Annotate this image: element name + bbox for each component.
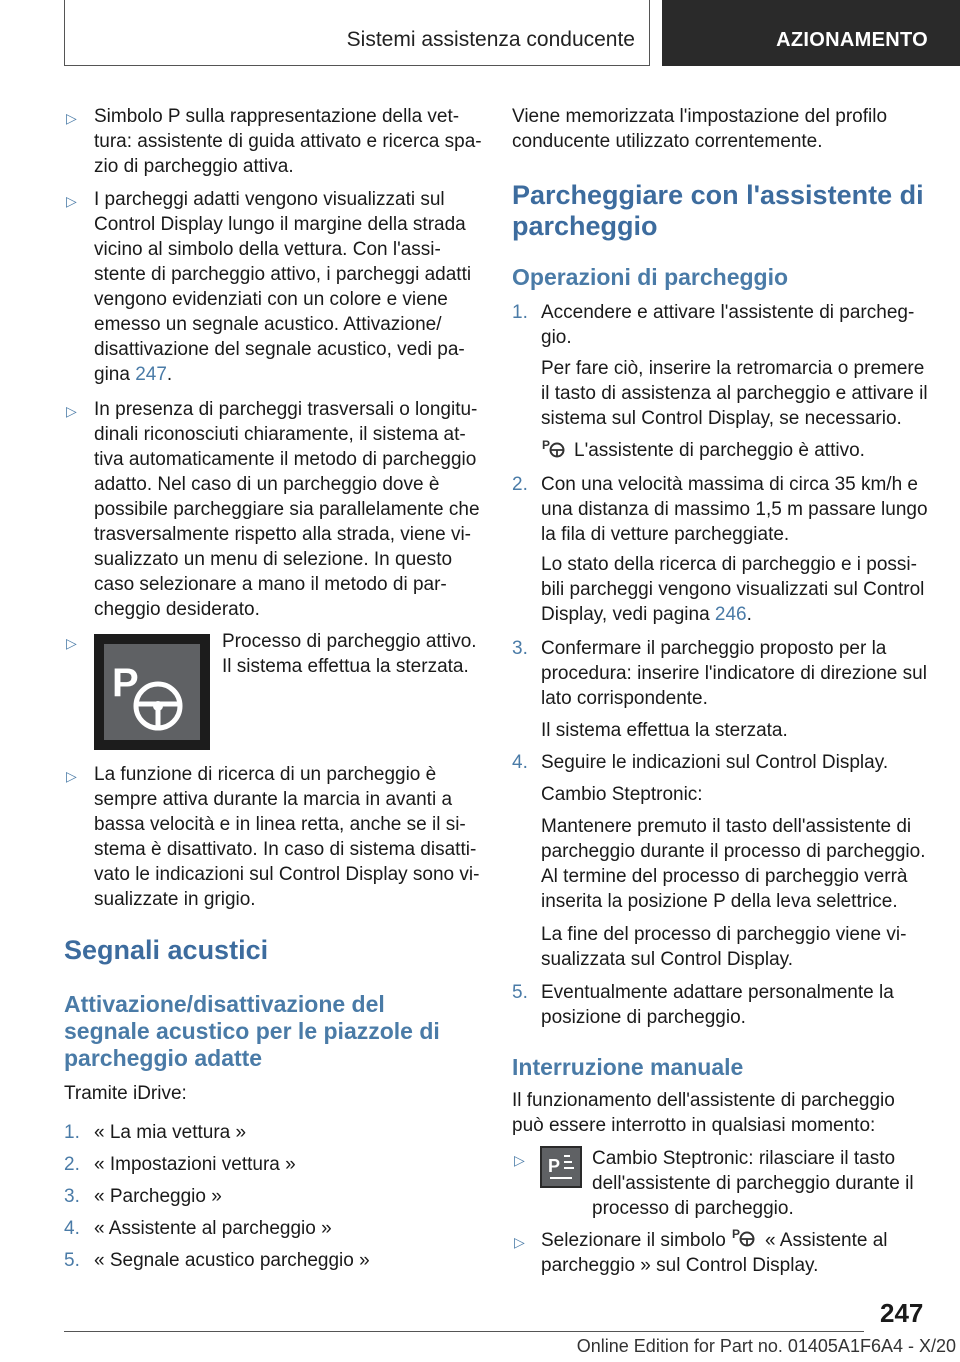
step-number: 4. — [64, 1218, 80, 1239]
bullet-icon: ▷ — [514, 1234, 525, 1250]
step-number: 3. — [64, 1186, 80, 1207]
list-item: Selezionare il simbolo — [541, 1230, 726, 1251]
menu-step: « Segnale acustico parcheggio » — [94, 1250, 370, 1271]
step-subtext: Cambio Steptronic: — [541, 784, 703, 805]
step-subtext: Per fare ciò, inserire la retromarcia o premere il tasto di assistenza al parcheggio e attivare il sistema sul Control Display, se necessario. — [541, 358, 928, 429]
step-text: Confermare il parcheggio proposto per la procedura: inserire l'indicatore di direzione sul lato corrispondente. — [541, 638, 927, 709]
page-link[interactable]: 246 — [714, 604, 747, 625]
parking-assist-icon — [542, 437, 566, 459]
idrive-intro: Tramite iDrive: — [64, 1083, 187, 1104]
svg-text:P: P — [112, 661, 139, 705]
heading-acoustic-signals: Segnali acustici — [64, 935, 269, 965]
menu-step: « Impostazioni vettura » — [94, 1154, 296, 1175]
list-item: Simbolo P sulla rappresentazione della vet- tura: assistente di guida attivato e ricerca spa- zio di parcheggio attiva. — [94, 106, 482, 177]
menu-step: « Parcheggio » — [94, 1186, 222, 1207]
bullet-icon: ▷ — [66, 403, 77, 419]
list-item: I parcheggi adatti vengono visualizzati sul Control Display lungo il margine della strada vicino al simbolo della vettura. Con l'assi- stente di parcheggio attivo, i parcheggi adatti vengono evidenziati con un colore e viene emesso un segnale acustico. Attivazione/ disattivazione del segnale acustico, vedi pa- gina 247. — [94, 189, 472, 385]
header-section-box — [64, 0, 650, 66]
menu-step: « Assistente al parcheggio » — [94, 1218, 332, 1239]
bullet-icon: ▷ — [66, 110, 77, 126]
step-number: 1. — [64, 1122, 80, 1143]
page-number: 247 — [880, 1298, 924, 1328]
step-icon-caption: L'assistente di parcheggio è attivo. — [574, 440, 865, 461]
step-number: 5. — [512, 982, 528, 1003]
heading-parking-operations: Operazioni di parcheggio — [512, 264, 789, 290]
bullet-icon: ▷ — [66, 635, 77, 651]
step-text: Con una velocità massima di circa 35 km/h e una distanza di massimo 1,5 m passare lungo la fila di vetture parcheggiate. — [541, 474, 928, 545]
step-number: 3. — [512, 638, 528, 659]
step-number: 1. — [512, 302, 528, 323]
bullet-icon: ▷ — [66, 193, 77, 209]
menu-step: « La mia vettura » — [94, 1122, 247, 1143]
step-number: 2. — [512, 474, 528, 495]
step-number: 4. — [512, 752, 528, 773]
heading-toggle-signal: Attivazione/disattivazione del segnale acustico per le piazzole di parcheggio adatte — [64, 991, 440, 1071]
page-link[interactable]: 247 — [135, 364, 167, 385]
interrupt-intro: Il funzionamento dell'assistente di parcheggio può essere interrotto in qualsiasi momento: — [512, 1090, 895, 1136]
step-number: 5. — [64, 1250, 80, 1271]
list-item: Processo di parcheggio attivo. Il sistema effettua la sterzata. — [222, 631, 477, 677]
footer-edition: Online Edition for Part no. 01405A1F6A4 - X/20 — [576, 1336, 956, 1356]
svg-text:P: P — [542, 438, 551, 452]
bullet-icon: ▷ — [66, 768, 77, 784]
step-number: 2. — [64, 1154, 80, 1175]
parking-steering-icon — [94, 634, 210, 750]
list-item: In presenza di parcheggi trasversali o longitu- dinali riconosciuti chiaramente, il sistema at- tiva automaticamente il metodo di parcheggio adatto. Nel caso di un parcheggio dove è possibile parcheggiare sia parallelamente che trasversalmente rispetto alla strada, viene vi- sualizzato un menu di selezione. In questo caso selezionare a mano il metodo di par- cheggio desiderato. — [94, 399, 480, 620]
bullet-icon: ▷ — [514, 1152, 525, 1168]
step-text: Accendere e attivare l'assistente di parcheg- gio. — [541, 302, 915, 348]
header-chapter-title: AZIONAMENTO — [776, 29, 928, 51]
heading-manual-interrupt: Interruzione manuale — [512, 1054, 744, 1080]
heading-parking-assistant: Parcheggiare con l'assistente di parcheggio — [512, 180, 924, 241]
list-item: La funzione di ricerca di un parcheggio è sempre attiva durante la marcia in avanti a bassa velocità e in linea retta, anche se il si- stema è disattivato. In caso di sistema disatti- vato le indicazioni sul Control Display sono vi- sualizzate in grigio. — [94, 764, 480, 910]
svg-text:P: P — [732, 1227, 741, 1241]
svg-text:P: P — [548, 1156, 561, 1176]
step-subtext: Mantenere premuto il tasto dell'assistente di parcheggio durante il processo di parcheggio. Al termine del processo di parcheggio verrà inserita la posizione P della leva selettrice. — [541, 816, 926, 912]
step-subtext: Lo stato della ricerca di parcheggio e i possi- bili parcheggi vengono visualizzati sul Control Display, vedi pagina 246. — [541, 554, 925, 625]
step-subtext: Il sistema effettua la sterzata. — [541, 720, 788, 741]
list-item: Cambio Steptronic: rilasciare il tasto dell'assistente di parcheggio durante il processo di parcheggio. — [592, 1148, 914, 1219]
footer-divider — [64, 1331, 864, 1332]
step-text: Eventualmente adattare personalmente la posizione di parcheggio. — [541, 982, 894, 1028]
list-item: « Assistente al parcheggio » sul Control Display. — [541, 1230, 888, 1276]
header-section-title: Sistemi assistenza conducente — [346, 28, 635, 51]
parking-button-icon — [540, 1146, 582, 1188]
step-text: Seguire le indicazioni sul Control Display. — [541, 752, 889, 773]
step-subtext: La fine del processo di parcheggio viene vi- sualizzata sul Control Display. — [541, 924, 907, 970]
header-chapter-box — [662, 0, 960, 66]
profile-note: Viene memorizzata l'impostazione del profilo conducente utilizzato correntemente. — [512, 106, 888, 152]
